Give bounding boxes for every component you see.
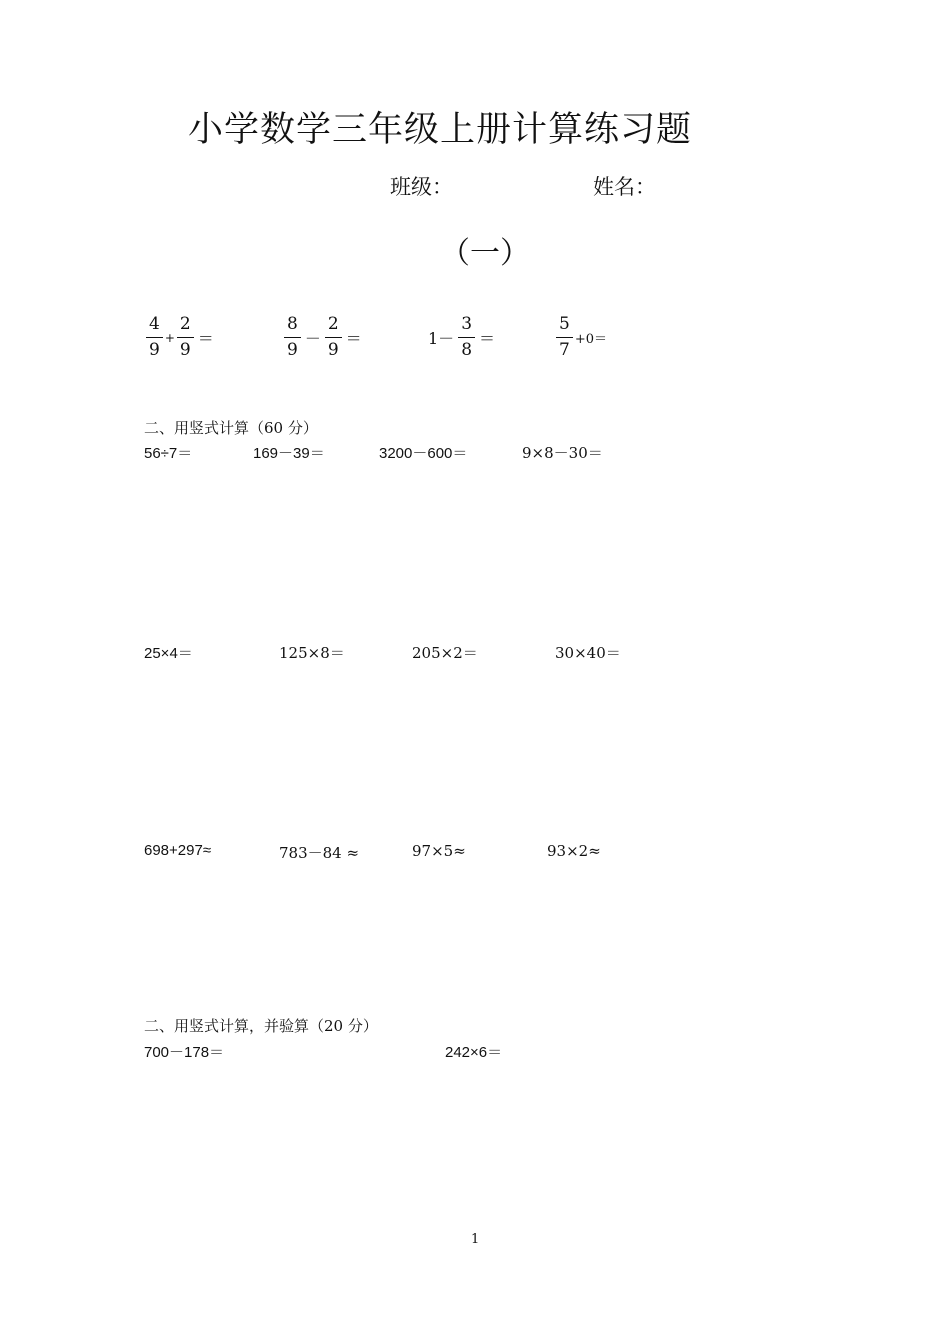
fraction-problem-3 [428,316,499,359]
fraction [177,316,194,359]
equals-sign: ＝ [479,329,496,348]
problem: 242×6＝ [445,1044,503,1061]
denominator: 7 [559,340,570,360]
problem: 125×8＝ [279,644,345,662]
fraction-problem-4 [556,316,609,359]
fraction [458,316,475,359]
denominator: 9 [287,340,298,360]
problem: 9×8－30＝ [522,444,603,462]
problem: 698+297≈ [144,842,212,859]
numerator: 5 [556,316,573,338]
numerator: 3 [458,316,475,338]
fraction-problem-1 [146,316,218,359]
prefix: 1－ [428,329,455,348]
problem: 700－178＝ [144,1044,225,1061]
fraction-problem-2 [284,316,366,359]
page-title: 小学数学三年级上册计算练习题 [188,110,693,150]
problem: 56÷7＝ [144,445,193,462]
equals-sign: ＝ [197,329,214,348]
name-label: 姓名： [593,175,656,199]
problem: 205×2＝ [412,644,478,662]
equals-sign: ＝ [345,329,362,348]
section-3-title: 二、用竖式计算，并验算（20 分） [144,1017,378,1035]
operator: － [304,329,321,348]
problem: 30×40＝ [555,644,621,662]
problem: 97×5≈ [412,842,466,860]
operator: + [164,330,175,345]
numerator: 4 [146,316,163,338]
page-number: 1 [471,1232,480,1247]
fraction [325,316,342,359]
fraction [146,316,163,359]
suffix: +0＝ [574,332,607,347]
problem: 25×4＝ [144,645,193,662]
part-one-heading: （一） [440,236,530,271]
fraction [284,316,301,359]
class-label: 班级： [390,175,453,199]
problem: 169－39＝ [253,445,325,462]
denominator: 9 [149,340,160,360]
denominator: 9 [327,340,339,360]
denominator: 9 [179,340,191,360]
section-2-title: 二、用竖式计算（60 分） [144,419,318,437]
denominator: 8 [461,340,473,360]
problem: 783－84 ≈ [279,844,360,862]
numerator: 8 [284,316,301,338]
fraction [556,316,573,359]
problem: 3200－600＝ [379,445,468,462]
numerator: 2 [325,316,342,338]
numerator: 2 [177,316,194,338]
problem: 93×2≈ [547,842,601,860]
